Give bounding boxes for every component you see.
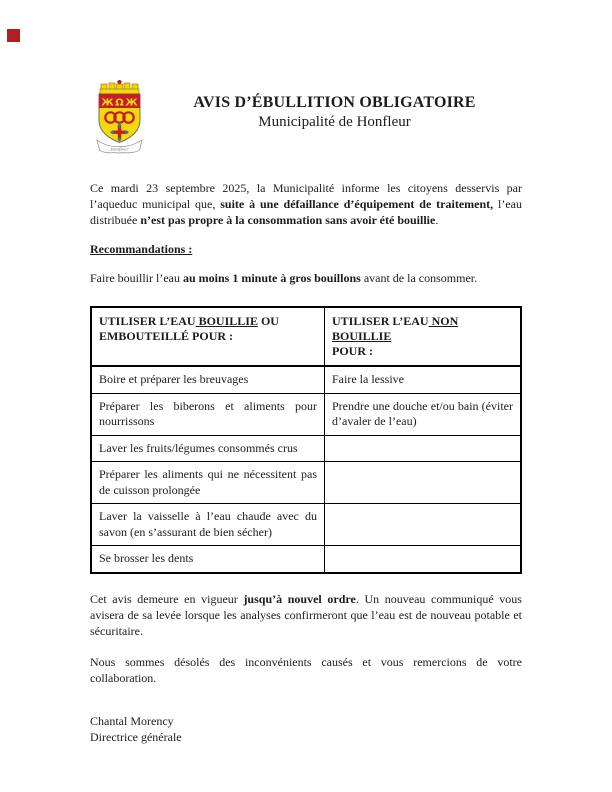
table-row [91,504,521,546]
table-cell [325,462,522,504]
municipality-crest-logo [92,80,147,157]
table-cell: Préparer les biberons et aliments pour nourrissons [91,393,325,435]
apology-paragraph: Nous sommes désolés des inconvénients causés et vous remercions de votre collaboration. [90,654,522,685]
non-boiled-water-column-header: UTILISER L’EAU NON BOUILLIE POUR : [325,307,522,366]
water-usage-table-body [91,366,521,573]
advisory-document [90,80,522,745]
mural-crown [100,80,139,94]
table-header-row [91,307,521,366]
water-usage-table [90,306,522,574]
table-cell: Boire et préparer les breuvages [91,366,325,393]
red-marker [7,29,20,42]
table-cell: Laver les fruits/légumes consommés crus [91,435,325,462]
table-cell [325,504,522,546]
table-cell: Laver la vaisselle à l’eau chaude avec du savon (en s’assurant de bien sécher) [91,504,325,546]
table-row [91,393,521,435]
municipality-name: Municipalité de Honfleur [258,114,411,130]
table-row [91,462,521,504]
intro-paragraph: Ce mardi 23 septembre 2025, la Municipalité informe les citoyens desservis par l’aqueduc municipal que, suite à une défaillance d’équipement de traitement, l’eau distribuée n’est pas propre à la consommation sans avoir été bouillie. [90,181,522,227]
chief-charge-middle: Ω [115,97,124,109]
table-row [91,366,521,393]
table-row [91,435,521,462]
title-block [147,94,522,131]
document-header [90,80,522,157]
chief-charge-left: Ж [101,97,114,109]
recommendations-heading: Recommandations : [90,242,193,256]
signatory-title: Directrice générale [90,729,182,744]
validity-paragraph: Cet avis demeure en vigueur jusqu’à nouvel ordre. Un nouveau communiqué vous avisera de sa levée lorsque les analyses confirmeront que l’eau est de nouveau potable et sécuritaire. [90,591,522,638]
table-cell [325,435,522,462]
table-cell [325,546,522,573]
coat-of-arms-icon [92,80,147,157]
signatory-name: Chantal Morency [90,713,174,728]
table-cell: Faire la lessive [325,366,522,393]
boil-instruction: Faire bouillir l’eau au moins 1 minute à gros bouillons avant de la consommer. [90,271,478,285]
table-cell: Préparer les aliments qui ne nécessitent pas de cuisson prolongée [91,462,325,504]
banner-text: Honfleur [110,146,129,152]
table-row [91,546,521,573]
table-cell: Se brosser les dents [91,546,325,573]
chief-charge-right: Ж [125,97,138,109]
document-title: AVIS D’ÉBULLITION OBLIGATOIRE [193,94,476,111]
boiled-water-column-header: UTILISER L’EAU BOUILLIE OU EMBOUTEILLÉ POUR : [91,307,325,366]
shield [99,94,140,143]
signature-block [90,713,522,745]
table-cell: Prendre une douche et/ou bain (éviter d’avaler de l’eau) [325,393,522,435]
